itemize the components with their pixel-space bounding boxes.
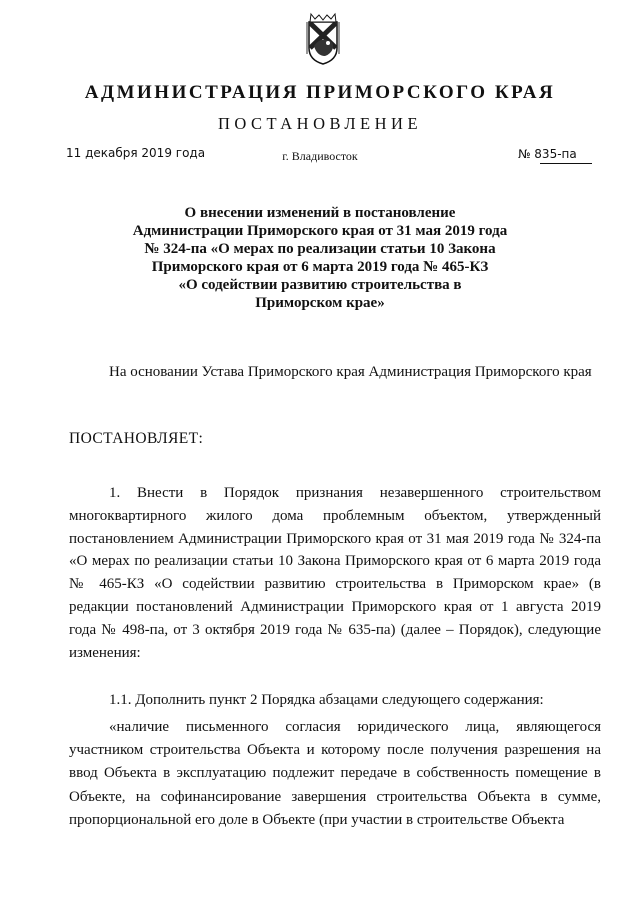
title-line: № 324-па «О мерах по реализации статьи 10 Закона xyxy=(144,241,496,257)
title-line: «О содействии развитию строительства в xyxy=(178,277,462,293)
document-city: г. Владивосток xyxy=(282,149,358,163)
title-line: Приморском крае» xyxy=(255,295,385,311)
item-1-paragraph: 1. Внести в Порядок признания незавершенного строительством многоквартирного жилого дома проблемным объектом, утвержденный постановлением Администрации Приморского края от 31 мая 2019 года № 324-па «О мерах по реализации статьи 10 Закона Приморского края от 6 марта 2019 года № 465-КЗ «О содействии развитию строительства в Приморском крае» (в редакции постановлений Администрации Приморского края от 1 августа 2019 года № 498-па, от 3 октября 2019 года № 635-па) (далее – Порядок), следующие изменения: xyxy=(69,485,601,661)
document-title xyxy=(110,204,530,312)
document-number: № 835-па xyxy=(518,147,577,161)
title-line: Приморского края от 6 марта 2019 года № 465-КЗ xyxy=(151,259,489,275)
document-type: ПОСТАНОВЛЕНИЕ xyxy=(217,114,423,133)
number-underline xyxy=(540,163,592,164)
quote-paragraph: «наличие письменного согласия юридического лица, являющегося участником строительства Объекта и которому после получения разрешения на ввод Объекта в эксплуатацию подлежит передаче в собственность помещение в Объекте, на софинансирование завершения строительства Объекта в сумме, пропорциональной его доле в Объекте (при участии в строительстве Объекта xyxy=(69,719,601,828)
organization-name: АДМИНИСТРАЦИЯ ПРИМОРСКОГО КРАЯ xyxy=(84,82,556,103)
document-date: 11 декабря 2019 года xyxy=(66,146,206,160)
coat-of-arms-emblem xyxy=(303,10,343,66)
item-1-1-paragraph: 1.1. Дополнить пункт 2 Порядка абзацами следующего содержания: xyxy=(109,692,544,708)
title-line: Администрации Приморского края от 31 мая 2019 года xyxy=(132,223,508,239)
resolves-heading: ПОСТАНОВЛЯЕТ: xyxy=(69,430,204,447)
title-line: О внесении изменений в постановление xyxy=(184,205,456,221)
basis-paragraph: На основании Устава Приморского края Администрация Приморского края xyxy=(109,364,592,380)
